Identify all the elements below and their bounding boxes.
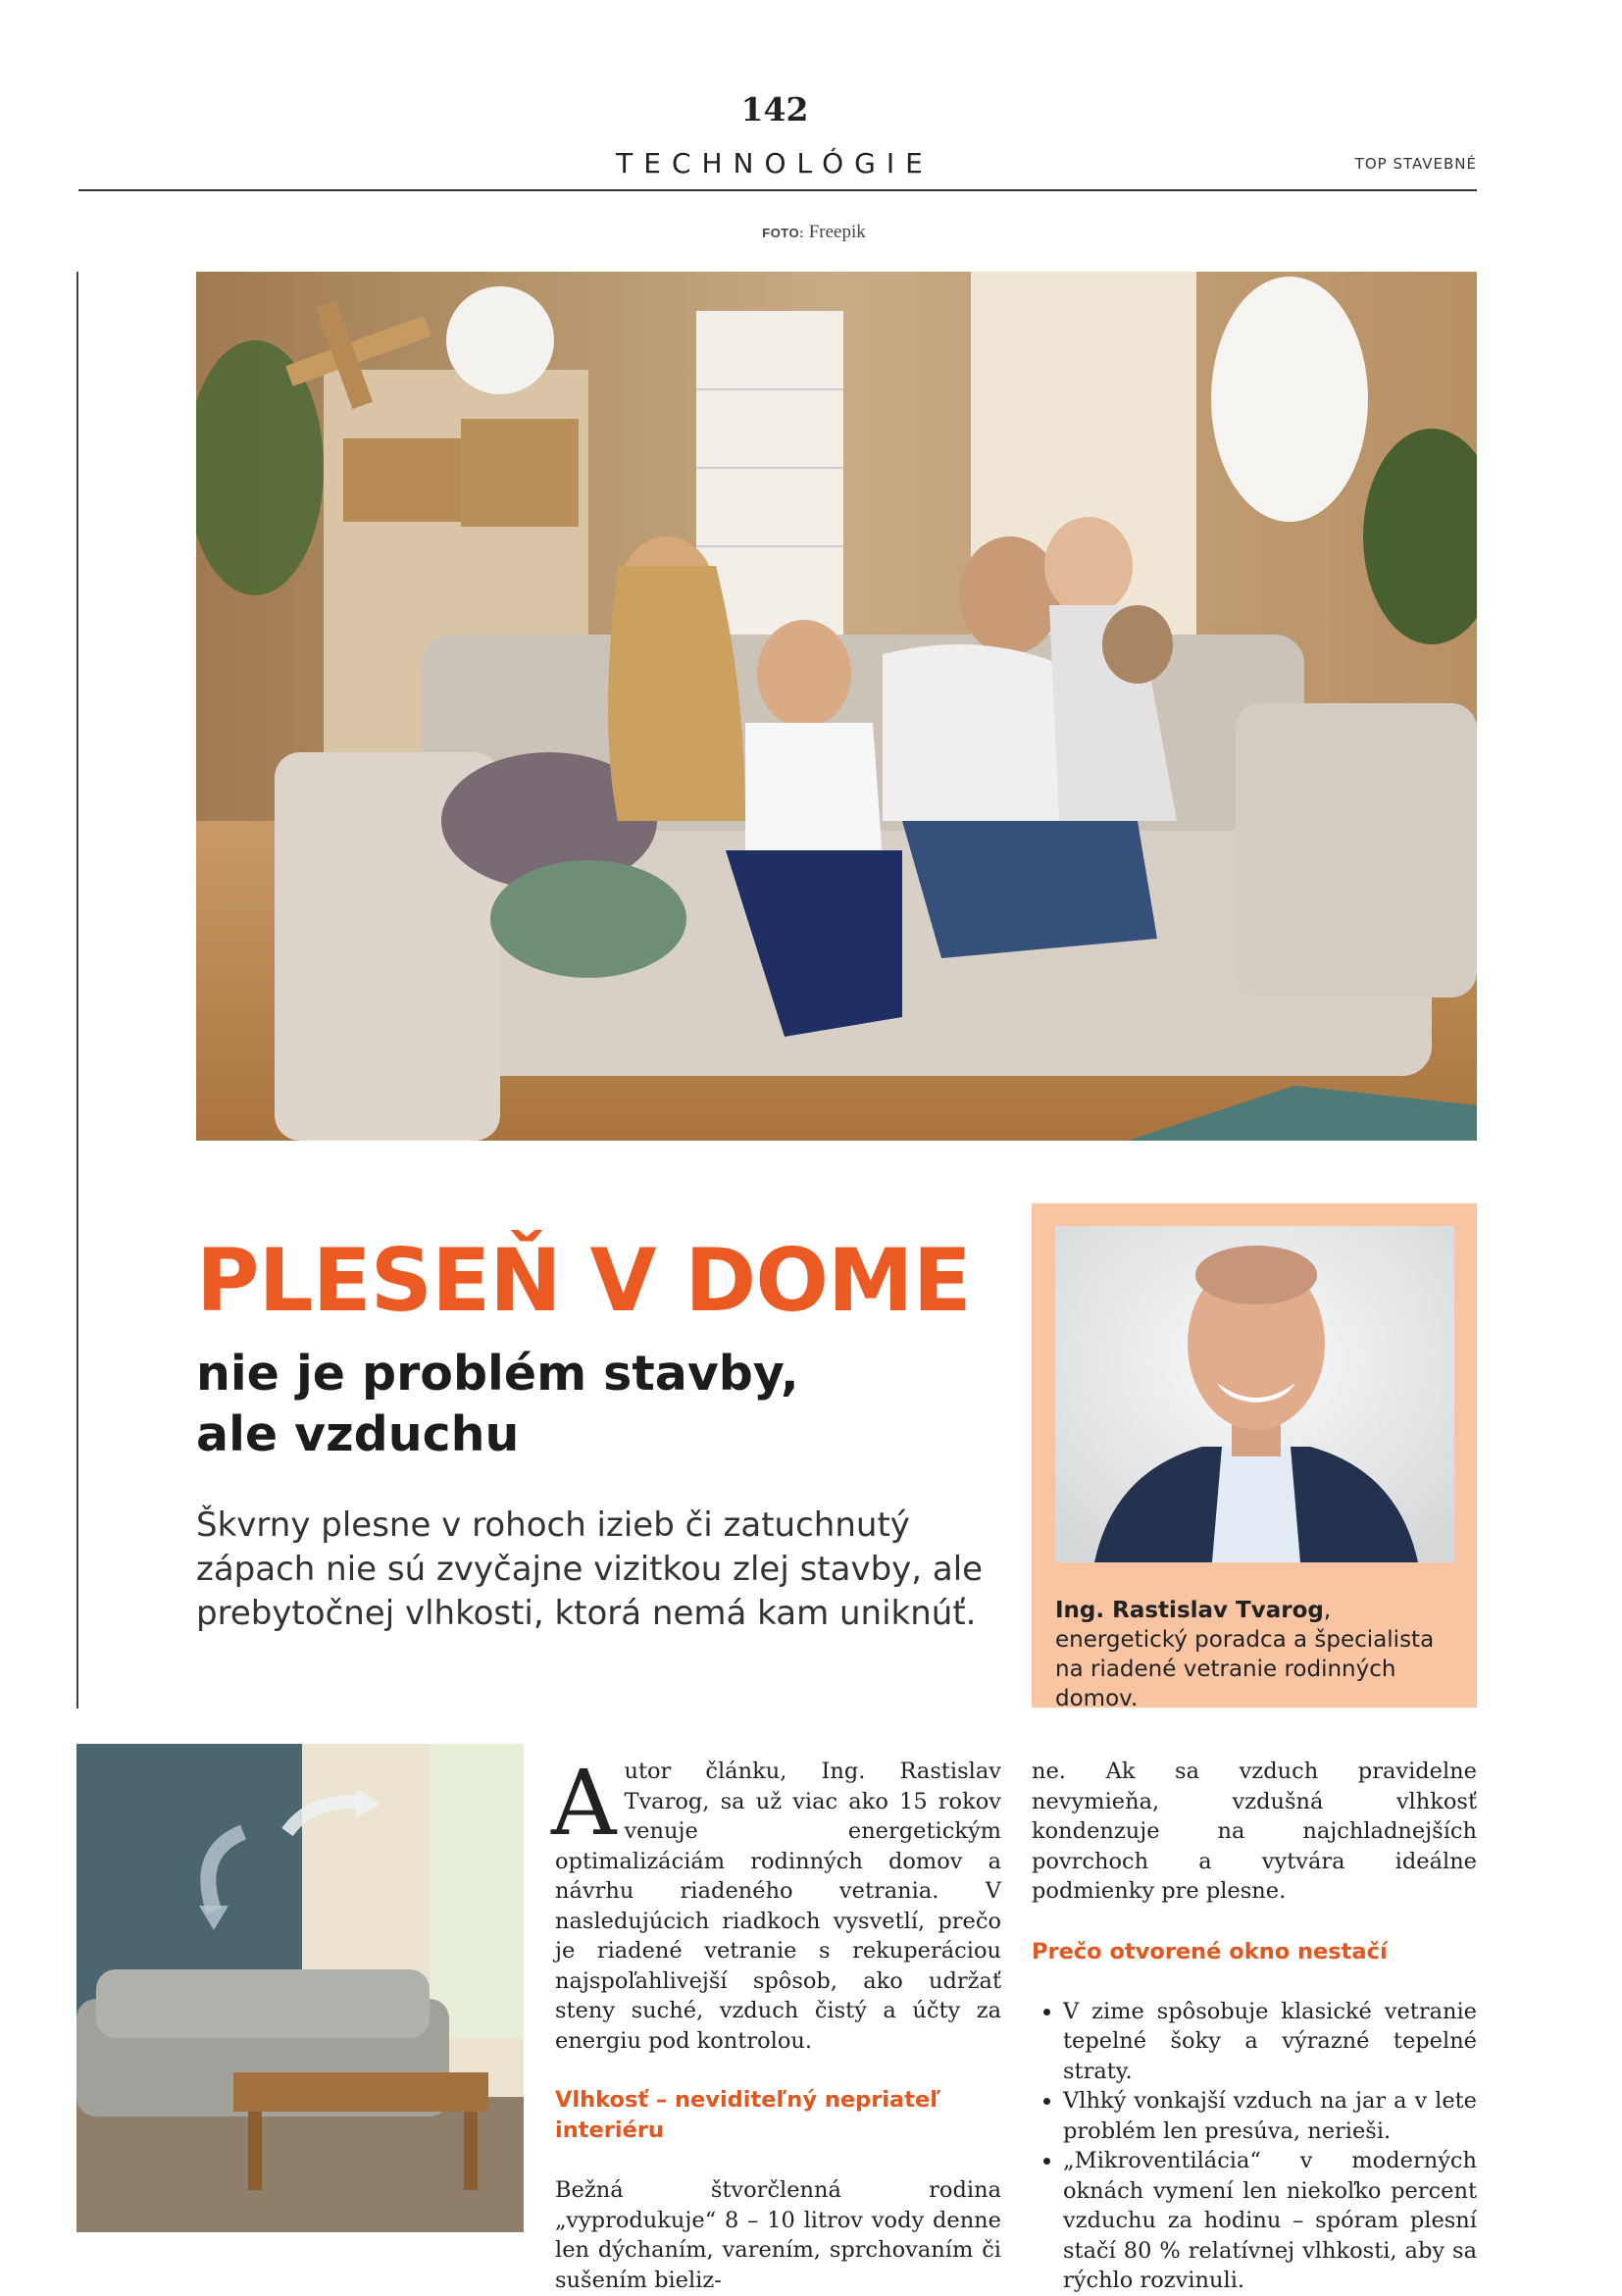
bullet-list <box>1032 1997 1477 2296</box>
article-intro <box>551 1751 1001 2056</box>
hero-photo-illustration <box>196 272 1477 1141</box>
author-portrait-photo <box>1055 1226 1454 1562</box>
magazine-brand: TOP STAVEBNÉ <box>1354 155 1477 173</box>
article-lead: Škvrny plesne v rohoch izieb či zatuchnutý zápach nie sú zvyčajne vizitkou zlej stavby, ale prebytočnej vlhkosti, ktorá nemá kam uniknúť. <box>196 1505 984 1633</box>
page-number: 142 <box>740 90 809 128</box>
subtitle-line-1: nie je problém stavby, <box>196 1346 799 1402</box>
section-title: TECHNOLÓGIE <box>616 147 934 179</box>
hero-photo-family-on-sofa <box>196 272 1477 1141</box>
side-divider <box>76 272 78 1709</box>
room-ventilation-illustration <box>76 1744 524 2232</box>
photo-credit-label: FOTO: <box>762 226 804 240</box>
section-heading-open-window: Prečo otvorené okno nestačí <box>1032 1938 1388 1964</box>
article-intro-text: utor článku, Ing. Rastislav Tvarog, sa už viac ako 15 rokov venuje energetickým optimalizáciám rodinných domov a návrhu riadeného vetrania. V nasledujúcich riadkoch vysvetlí, prečo je riadené vetranie s rekuperáciou najspoľahlivejší spôsob, ako udržať steny suché, vzduch čistý a účty za energiu pod kontrolou. <box>555 1759 1001 2054</box>
subtitle-line-2: ale vzduchu <box>196 1406 520 1462</box>
photo-credit <box>588 222 1039 243</box>
list-item: • V zime spôsobuje klasické vetranie tepelné šoky a výrazné tepelné straty. <box>1063 1997 1477 2087</box>
article-column-1 <box>551 1751 1001 2295</box>
author-description: , energetický poradca a špecialista na riadené vetranie rodinných domov. <box>1055 1598 1435 1711</box>
author-name: Ing. Rastislav Tvarog <box>1055 1598 1324 1623</box>
author-box <box>1032 1203 1477 1711</box>
author-portrait-illustration <box>1055 1226 1454 1562</box>
article-title: PLESEŇ V DOME <box>196 1230 971 1331</box>
list-item: • „Mikroventilácia“ v moderných oknách vymení len niekoľko percent vzduchu za hodinu – spóram plesní stačí 80 % relatívnej vlhkosti, aby sa rýchlo rozvinuli. <box>1063 2146 1477 2296</box>
section-heading-humidity: Vlhkosť – neviditeľný nepriateľ interiéru <box>555 2087 941 2143</box>
article-column-2 <box>1032 1757 1477 2296</box>
header-divider <box>78 189 1477 191</box>
paragraph-humidity-part-2: ne. Ak sa vzduch pravidelne nevymieňa, vzdušná vlhkosť kondenzuje na najchladnejších povrchoch a vytvára ideálne podmienky pre plesne. <box>1032 1759 1477 1904</box>
paragraph-humidity-part-1: Bežná štvorčlenná rodina „vyprodukuje“ 8 – 10 litrov vody denne len dýchaním, varením, sprchovaním či sušením bieliz- <box>555 2177 1001 2293</box>
drop-cap: A <box>551 1751 617 1856</box>
author-caption <box>1055 1596 1457 1713</box>
article-subtitle <box>196 1344 799 1465</box>
room-illustration-svg <box>76 1744 524 2232</box>
photo-credit-value: Freepik <box>808 222 866 242</box>
list-item: • Vlhký vonkajší vzduch na jar a v lete problém len presúva, nerieši. <box>1063 2086 1477 2146</box>
